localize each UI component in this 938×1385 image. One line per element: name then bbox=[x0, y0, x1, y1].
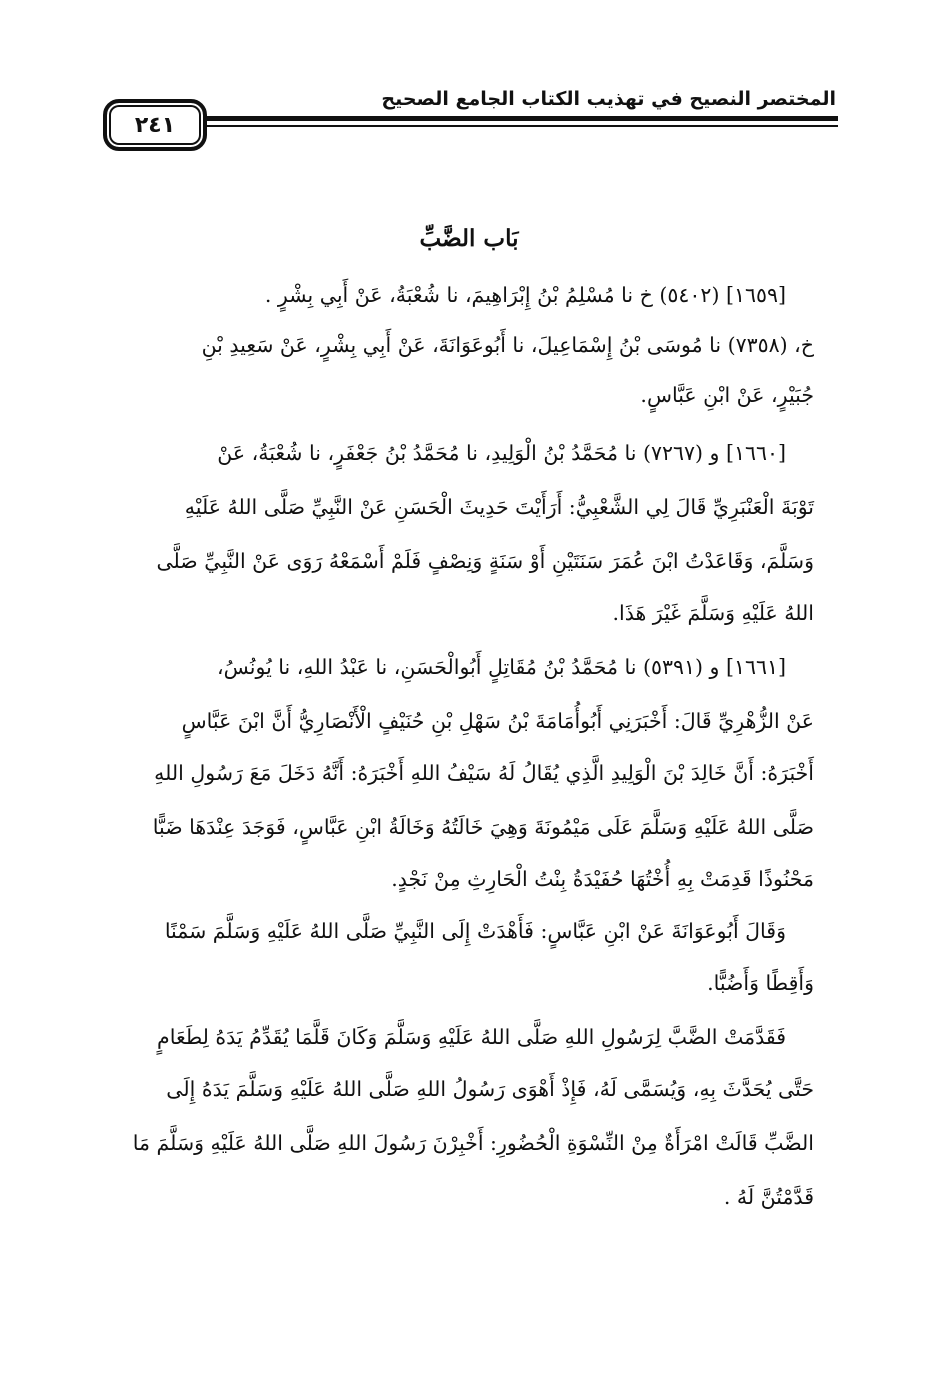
page-number: ٢٤١ bbox=[103, 99, 207, 151]
text-line: عَنْ الزُّهْرِيِّ قَالَ: أَخْبَرَنِي أَبُوأُمَامَةَ بْنُ سَهْلِ بْنِ حُنَيْفٍ الْأَنْصَارِيُّ أَنَّ ابْنَ عَبَّاسٍ bbox=[181, 709, 814, 733]
text-line: صَلَّى اللهُ عَلَيْهِ وَسَلَّمَ عَلَى مَيْمُونَةَ وَهِيَ خَالَتُهُ وَخَالَةُ ابْنِ عَبَّاسٍ، فَوَجَدَ عِنْدَهَا ضَبًّا bbox=[152, 815, 814, 839]
text-line: [١٦٦١] و (٥٣٩١) نا مُحَمَّدُ بْنُ مُقَاتِلٍ أَبُوالْحَسَنِ، نا عَبْدُ اللهِ، نا يُونُسُ، bbox=[217, 655, 786, 679]
text-line: تَوْبَةَ الْعَنْبَرِيِّ قَالَ لِي الشَّعْبِيُّ: أَرَأَيْتَ حَدِيثَ الْحَسَنِ عَنْ النَّبِيِّ صَلَّى اللهُ عَلَيْهِ bbox=[184, 495, 814, 519]
text-line: وَقَالَ أَبُوعَوَانَةَ عَنْ ابْنِ عَبَّاسٍ: فَأَهْدَتْ إِلَى النَّبِيِّ صَلَّى اللهُ عَلَيْهِ وَسَلَّمَ سَمْنًا bbox=[164, 919, 786, 943]
header-rule-thick bbox=[206, 116, 838, 121]
text-line: جُبَيْرٍ، عَنْ ابْنِ عَبَّاسٍ. bbox=[640, 383, 814, 407]
text-line: أَخْبَرَهُ: أَنَّ خَالِدَ بْنَ الْوَلِيدِ الَّذِي يُقَالُ لَهُ سَيْفُ اللهِ أَخْبَرَهُ: أَنَّهُ دَخَلَ مَعَ رَسُولِ اللهِ bbox=[154, 761, 814, 785]
text-line: خ، (٧٣٥٨) نا مُوسَى بْنُ إِسْمَاعِيلَ، نا أَبُوعَوَانَةَ، عَنْ أَبِي بِشْرٍ، عَنْ سَعِيدِ بْنِ bbox=[201, 333, 814, 357]
text-line: وَأَقِطًا وَأَضُبًّا. bbox=[707, 971, 814, 995]
text-line: فَقَدَّمَتْ الضَّبَّ لِرَسُولِ اللهِ صَلَّى اللهُ عَلَيْهِ وَسَلَّمَ وَكَانَ قَلَّمَا يُقَدِّمُ يَدَهُ لِطَعَامٍ bbox=[157, 1025, 786, 1049]
text-line: وَسَلَّمَ، وَقَاعَدْتُ ابْنَ عُمَرَ سَنَتَيْنِ أَوْ سَنَةٍ وَنِصْفٍ فَلَمْ أَسْمَعْهُ رَوَى عَنْ النَّبِيِّ صَلَّى bbox=[156, 549, 814, 573]
running-title: المختصر النصيح في تهذيب الكتاب الجامع الصحيح bbox=[381, 88, 836, 110]
text-line: مَحْنُوذًا قَدِمَتْ بِهِ أُخْتُهَا حُفَيْدَةُ بِنْتُ الْحَارِثِ مِنْ نَجْدٍ. bbox=[391, 867, 814, 891]
chapter-title: بَاب الضَّبِّ bbox=[419, 225, 519, 252]
text-line: اللهُ عَلَيْهِ وَسَلَّمَ غَيْرَ هَذَا. bbox=[612, 601, 814, 625]
text-line: الضَّبِّ قَالَتْ امْرَأَةٌ مِنْ النِّسْوَةِ الْحُضُورِ: أَخْبِرْنَ رَسُولَ اللهِ صَلَّى اللهُ عَلَيْهِ وَسَلَّمَ مَا bbox=[132, 1131, 814, 1155]
text-line: [١٦٦٠] و (٧٢٦٧) نا مُحَمَّدُ بْنُ الْوَلِيدِ، نا مُحَمَّدُ بْنُ جَعْفَرٍ، نا شُعْبَةُ، عَنْ bbox=[217, 441, 786, 465]
text-line: حَتَّى يُحَدَّثَ بِهِ، وَيُسَمَّى لَهُ، فَإِذْ أَهْوَى رَسُولُ اللهِ صَلَّى اللهُ عَلَيْهِ وَسَلَّمَ يَدَهُ إِلَى bbox=[166, 1077, 814, 1101]
header-rule-thin bbox=[206, 125, 838, 127]
text-line: [١٦٥٩] (٥٤٠٢) خ نا مُسْلِمُ بْنُ إِبْرَاهِيمَ، نا شُعْبَةُ، عَنْ أَبِي بِشْرٍ . bbox=[264, 283, 786, 307]
text-line: قَدَّمْتُنَّ لَهُ . bbox=[723, 1185, 814, 1209]
